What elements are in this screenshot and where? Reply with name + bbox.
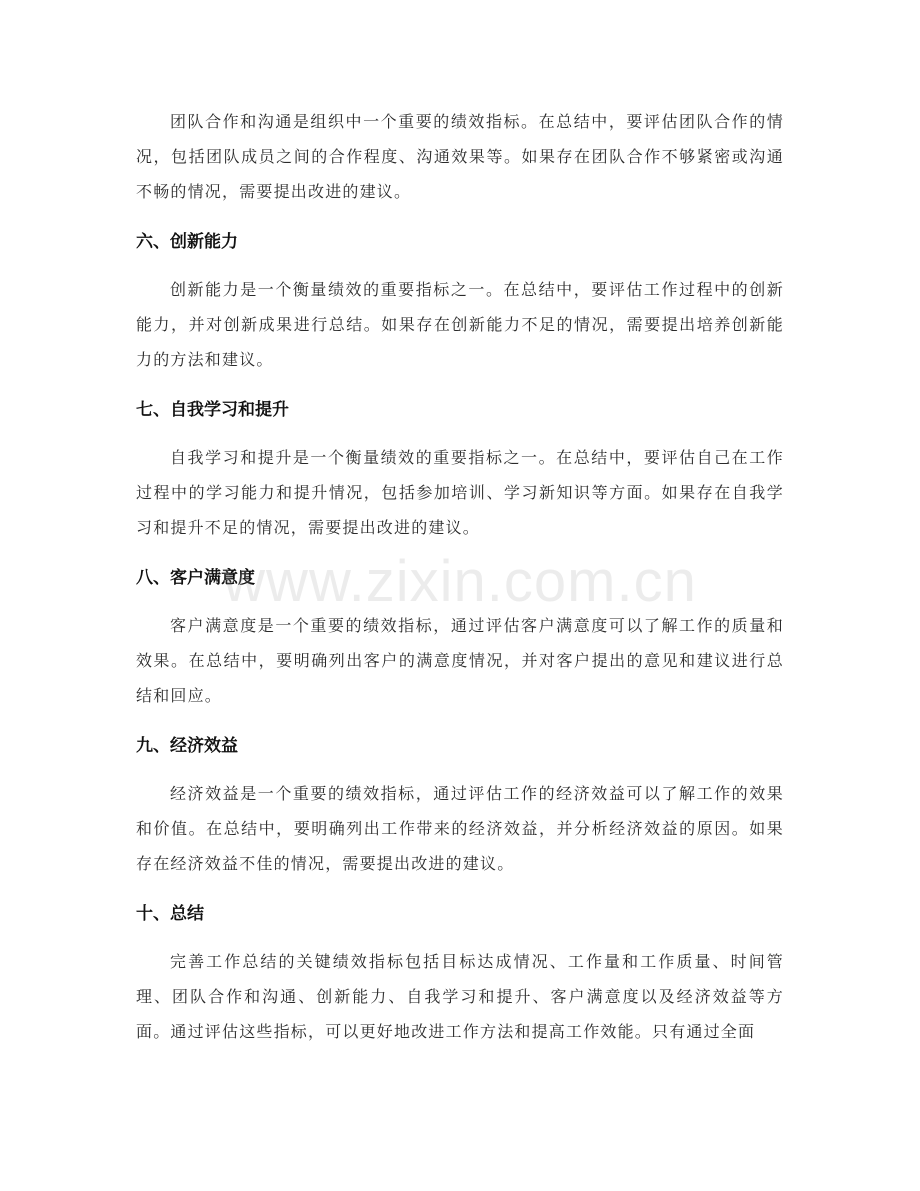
heading-economic-benefit: 九、经济效益 bbox=[136, 736, 238, 756]
heading-summary: 十、总结 bbox=[136, 904, 204, 924]
paragraph-self-learning: 自我学习和提升是一个衡量绩效的重要指标之一。在总结中，要评估自己在工作过程中的学习能力和提升情况，包括参加培训、学习新知识等方面。如果存在自我学习和提升不足的情况，需要提出改进的建议。 bbox=[136, 448, 784, 537]
paragraph-summary: 完善工作总结的关键绩效指标包括目标达成情况、工作量和工作质量、时间管理、团队合作和沟通、创新能力、自我学习和提升、客户满意度以及经济效益等方面。通过评估这些指标，可以更好地改进工作方法和提高工作效能。只有通过全面 bbox=[136, 952, 784, 1041]
watermark-text: www.zixin.com.cn bbox=[223, 549, 697, 614]
paragraph-innovation: 创新能力是一个衡量绩效的重要指标之一。在总结中，要评估工作过程中的创新能力，并对创新成果进行总结。如果存在创新能力不足的情况，需要提出培养创新能力的方法和建议。 bbox=[136, 280, 784, 369]
document-body bbox=[136, 104, 784, 1049]
paragraph-customer-satisfaction: 客户满意度是一个重要的绩效指标，通过评估客户满意度可以了解工作的质量和效果。在总结中，要明确列出客户的满意度情况，并对客户提出的意见和建议进行总结和回应。 bbox=[136, 616, 784, 705]
heading-innovation: 六、创新能力 bbox=[136, 232, 238, 252]
heading-self-learning: 七、自我学习和提升 bbox=[136, 400, 289, 420]
paragraph-teamwork: 团队合作和沟通是组织中一个重要的绩效指标。在总结中，要评估团队合作的情况，包括团队成员之间的合作程度、沟通效果等。如果存在团队合作不够紧密或沟通不畅的情况，需要提出改进的建议。 bbox=[136, 112, 784, 201]
paragraph-economic-benefit: 经济效益是一个重要的绩效指标，通过评估工作的经济效益可以了解工作的效果和价值。在总结中，要明确列出工作带来的经济效益，并分析经济效益的原因。如果存在经济效益不佳的情况，需要提出改进的建议。 bbox=[136, 784, 784, 873]
heading-customer-satisfaction: 八、客户满意度 bbox=[136, 568, 255, 588]
